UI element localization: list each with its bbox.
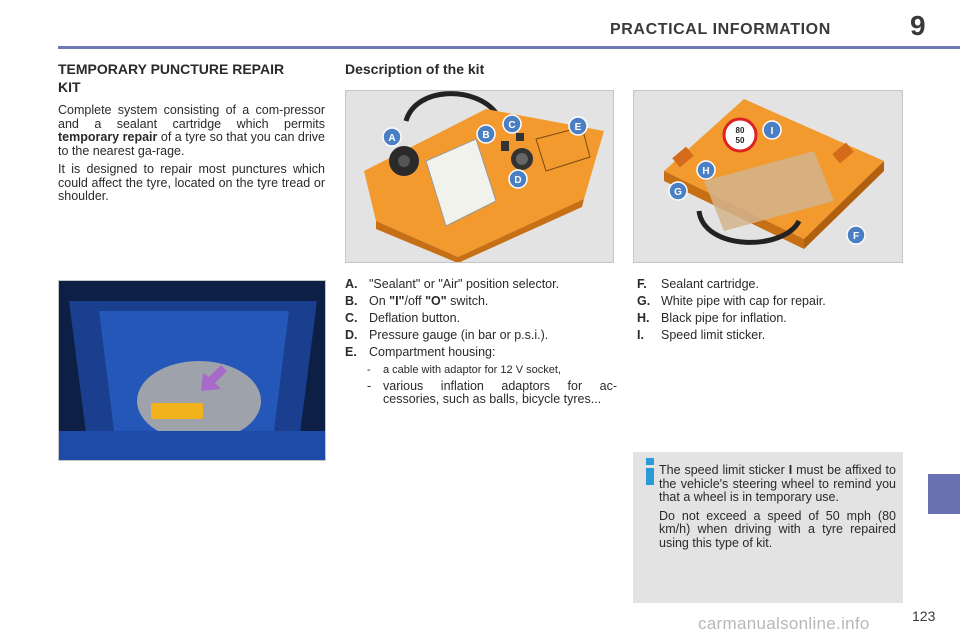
list-item: G. White pipe with cap for repair. <box>637 294 826 308</box>
info-paragraph-2: Do not exceed a speed of 50 mph (80 km/h) when driving with a tyre repaired using this type of kit. <box>659 508 896 550</box>
kit-underside-illustration <box>633 90 903 263</box>
description-title: Description of the kit <box>345 61 485 77</box>
sticker-top-value: 80 <box>735 126 745 135</box>
list-item: B. On "I"/off "O" switch. <box>345 294 489 308</box>
kit-parts-list-right <box>637 276 907 344</box>
boot-location-photo <box>58 280 326 461</box>
list-item: E. Compartment housing: <box>345 345 496 359</box>
kit-top-illustration <box>345 90 614 263</box>
list-item: H. Black pipe for inflation. <box>637 311 787 325</box>
chapter-number: 9 <box>910 10 926 41</box>
page-number: 123 <box>912 608 936 624</box>
callout-i: I <box>770 126 774 137</box>
intro-text <box>58 104 325 209</box>
intro-paragraph-1: Complete system consisting of a com-pressor and a sealant cartridge which permits temporary repair of a tyre so that you can drive to the nearest ga-rage. <box>58 103 325 158</box>
sticker-bottom-value: 50 <box>735 136 745 145</box>
watermark: carmanualsonline.info <box>698 614 870 633</box>
callout-h: H <box>702 166 710 177</box>
callout-d: D <box>514 175 522 186</box>
kit-parts-list-left <box>345 276 617 406</box>
chapter-side-tab <box>928 474 960 514</box>
info-paragraph-1: The speed limit sticker I must be affixed to the vehicle's steering wheel to remind you that a wheel is in temporary use. <box>659 463 896 504</box>
callout-g: G <box>674 187 682 198</box>
chapter-title: PRACTICAL INFORMATION <box>610 21 831 38</box>
info-icon <box>643 458 657 486</box>
callout-e: E <box>574 122 582 133</box>
info-note-box <box>633 452 903 603</box>
callout-f: F <box>852 231 860 242</box>
callout-c: C <box>508 120 516 131</box>
list-item: C. Deflation button. <box>345 311 461 325</box>
info-note-text <box>659 464 896 555</box>
list-item: I. Speed limit sticker. <box>637 328 766 342</box>
sub-list-item: - a cable with adaptor for 12 V socket, <box>367 364 561 376</box>
callout-b: B <box>482 130 490 141</box>
callout-a: A <box>388 133 396 144</box>
sub-list-item: - various inflation adaptors for ac-cessories, such as balls, bicycle tyres... <box>367 379 617 406</box>
section-title: TEMPORARY PUNCTURE REPAIR KIT <box>58 61 285 95</box>
list-item: F. Sealant cartridge. <box>637 277 759 291</box>
list-item: A. "Sealant" or "Air" position selector. <box>345 277 560 291</box>
intro-paragraph-2: It is designed to repair most punctures which could affect the tyre, located on the tyre tread or shoulder. <box>58 162 325 203</box>
list-item: D. Pressure gauge (in bar or p.s.i.). <box>345 328 549 342</box>
header-rule <box>58 46 960 49</box>
